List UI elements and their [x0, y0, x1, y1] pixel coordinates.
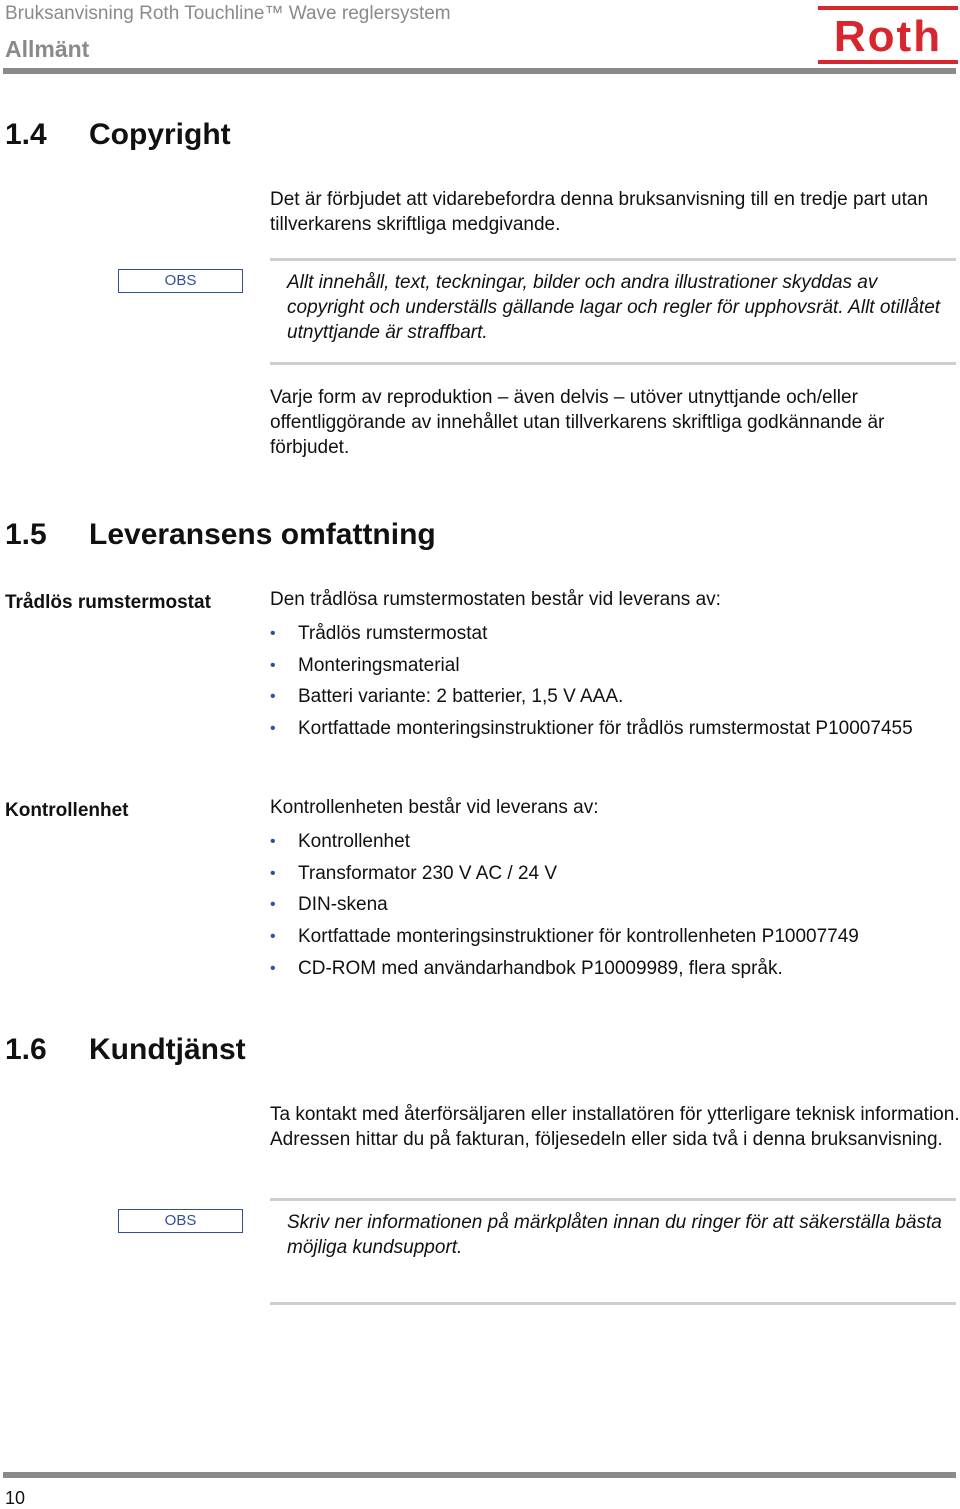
list-item: • Trådlös rumstermostat	[270, 623, 488, 644]
controller-label: Kontrollenhet	[5, 800, 129, 821]
bullet-icon: •	[270, 928, 276, 946]
section-title: Copyright	[89, 118, 231, 151]
bullet-icon: •	[270, 656, 276, 674]
obs-badge: OBS	[118, 1209, 243, 1233]
controller-item-list	[270, 830, 859, 988]
roth-logo	[818, 6, 958, 64]
list-item: • Monteringsmaterial	[270, 654, 460, 676]
bullet-icon: •	[270, 625, 276, 642]
section-number: 1.6	[5, 1033, 47, 1066]
thermostat-item-list	[270, 622, 913, 749]
copyright-note-text: Allt innehåll, text, teckningar, bilder och andra illustrationer skyddas av copyright och underställs gällande lagar och regler för upphovsrät. Allt otillåtet utnyttjande är straffbart.	[287, 272, 941, 343]
logo-text: Roth	[833, 12, 943, 61]
page-number: 10	[5, 1488, 26, 1508]
copyright-paragraph-1: Det är förbjudet att vidarebefordra denna bruksanvisning till en tredje part utan tillverkarens skriftliga medgivande.	[270, 189, 929, 235]
header-divider	[3, 68, 956, 74]
bullet-icon: •	[270, 864, 276, 882]
note-divider-top	[270, 1198, 956, 1201]
section-title: Kundtjänst	[89, 1033, 246, 1066]
list-item: • Kortfattade monteringsinstruktioner för kontrollenheten P10007749	[270, 926, 859, 948]
list-item: • CD-ROM med användarhandbok P10009989, flera språk.	[270, 957, 783, 979]
footer-divider	[3, 1472, 956, 1478]
logo-top-bar	[818, 6, 958, 10]
bullet-icon: •	[270, 720, 276, 738]
obs-badge: OBS	[118, 269, 243, 293]
document-title: Bruksanvisning Roth Touchline™ Wave reglersystem	[5, 3, 451, 24]
list-item: • Transformator 230 V AC / 24 V	[270, 862, 558, 884]
section-heading-delivery	[5, 518, 705, 554]
note-divider-bottom	[270, 362, 956, 365]
support-note-text: Skriv ner informationen på märkplåten innan du ringer för att säkerställa bästa möjliga kundsupport.	[287, 1212, 942, 1258]
thermostat-label: Trådlös rumstermostat	[5, 592, 211, 613]
note-divider-bottom	[270, 1302, 956, 1305]
bullet-icon: •	[270, 688, 276, 706]
note-divider-top	[270, 258, 956, 261]
section-heading-copyright	[5, 118, 605, 154]
bullet-icon: •	[270, 959, 276, 977]
bullet-icon: •	[270, 833, 276, 850]
copyright-paragraph-2: Varje form av reproduktion – även delvis – utöver utnyttjande och/eller offentliggörande av innehållet utan tillverkarens skriftliga godkännande är förbjudet.	[270, 387, 885, 458]
section-number: 1.4	[5, 118, 47, 151]
list-item: • Kontrollenhet	[270, 831, 410, 852]
list-item: • DIN-skena	[270, 894, 388, 916]
list-item: • Batteri variante: 2 batterier, 1,5 V AAA.	[270, 686, 624, 708]
support-paragraph: Ta kontakt med återförsäljaren eller installatören för ytterligare teknisk information. Adressen hittar du på fakturan, följesedeln eller sida två i denna bruksanvisning.	[270, 1104, 960, 1150]
section-title: Leveransens omfattning	[89, 518, 436, 551]
bullet-icon: •	[270, 896, 276, 914]
section-heading-support	[5, 1033, 605, 1069]
chapter-title: Allmänt	[5, 36, 90, 62]
list-item: • Kortfattade monteringsinstruktioner för trådlös rumstermostat P10007455	[270, 718, 913, 740]
section-number: 1.5	[5, 518, 47, 551]
thermostat-intro: Den trådlösa rumstermostaten består vid leverans av:	[270, 589, 721, 610]
controller-intro: Kontrollenheten består vid leverans av:	[270, 797, 599, 818]
